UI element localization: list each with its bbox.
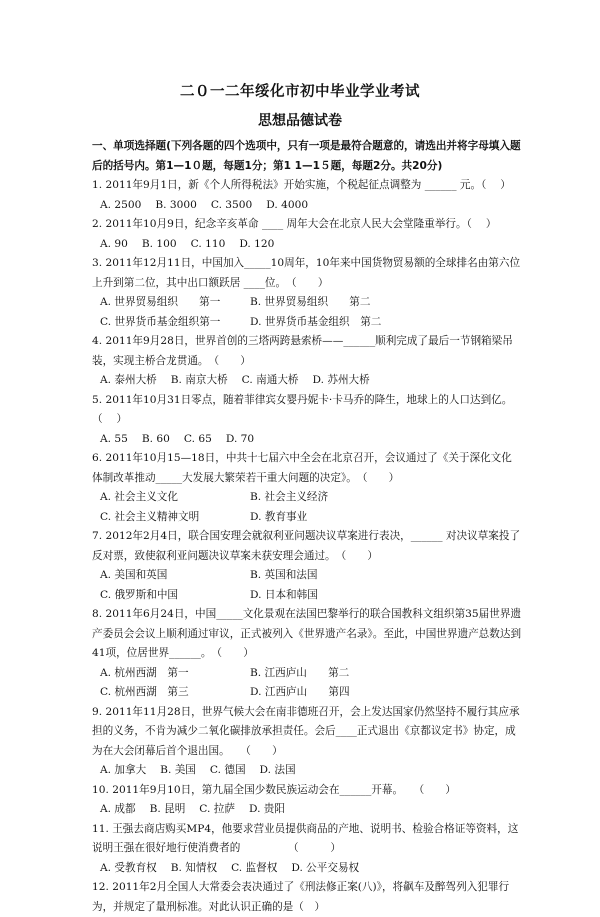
option: D. 苏州大桥: [312, 374, 370, 386]
option: D. 江西庐山 第四: [250, 686, 350, 698]
option: D. 贵阳: [248, 803, 285, 815]
option: B. 社会主义经济: [250, 491, 329, 503]
question-11-options: [92, 859, 522, 879]
option: B. 3000: [155, 198, 197, 211]
question-7: 7. 2012年2月4日，联合国安理会就叙利亚问题决议草案进行表决，______ 对决议草案投了反对票，致使叙利亚问题决议草案未获安理会通过。 （ ）: [92, 530, 521, 562]
question-4: 4. 2011年9月28日，世界首创的三塔两跨悬索桥——______顺利完成了最后一节钢箱梁吊装，实现主桥合龙贯通。 （ ）: [92, 335, 513, 367]
option: A. 成都: [100, 803, 136, 815]
question-9-options: [92, 761, 522, 781]
option: C. 世界货币基金组织第一: [100, 315, 221, 328]
question-6: 6. 2011年10月15—18日，中共十七届六中全会在北京召开，会议通过了《关于深化文化体制改革推动_____大发展大繁荣若干重大问题的决定》。 （ ）: [92, 452, 512, 484]
option: D. 教育事业: [250, 510, 308, 523]
option: B. 南京大桥: [170, 374, 228, 386]
option: A. 90: [100, 237, 128, 250]
question-3-options-row1: [92, 293, 522, 313]
question-6-options-row2: [92, 508, 522, 528]
option: B. 美国: [160, 764, 196, 776]
question-3-options-row2: [92, 313, 522, 333]
option: C. 3500: [210, 198, 253, 211]
option: A. 受教育权: [100, 861, 157, 874]
question-9: 9. 2011年11月28日，世界气候大会在南非德班召开，会上发达国家仍然坚持不履行其应承担的义务，不肯为减少二氧化碳排放承担责任。会后____正式退出《京都议定书》协定，成为在大会闭幕后首个退出国。 （ ）: [92, 705, 520, 757]
section-heading: 一、单项选择题(下列各题的四个选项中，只有一项是最符合题意的，请选出并将字母填入题后的括号内。第1—1０题，每题1分；第1 1—1５题，每题2分。共20分): [92, 140, 521, 172]
question-6-options-row1: [92, 488, 522, 508]
option: D. 日本和韩国: [250, 588, 318, 601]
option: D. 70: [225, 432, 255, 445]
option: B. 知情权: [170, 861, 218, 874]
option: A. 社会主义文化: [100, 491, 178, 503]
option: C. 拉萨: [199, 803, 235, 815]
question-3: 3. 2011年12月11日，中国加入_____10周年，10年来中国货物贸易额的全球排名由第六位上升到第二位，其中出口额跃居 ____位。 （ ）: [92, 257, 521, 289]
option: C. 110: [190, 237, 226, 250]
option: A. 加拿大: [100, 764, 147, 776]
option: C. 南通大桥: [241, 374, 299, 386]
option: B. 60: [141, 432, 170, 445]
option: B. 英国和法国: [250, 569, 318, 581]
question-8: 8. 2011年6月24日，中国_____文化景观在法国巴黎举行的联合国教科文组织第35届世界遗产委员会会议上顺利通过审议，正式被列入《世界遗产名录》。至此，中国世界遗产总数达到41项，位居世界______。 （ ）: [92, 608, 522, 659]
question-1-options: [92, 196, 522, 216]
option: A. 2500: [100, 198, 142, 211]
option: A. 世界贸易组织 第一: [100, 296, 221, 308]
option: A. 美国和英国: [100, 569, 168, 581]
question-8-options-row2: [92, 683, 522, 703]
option: A. 泰州大桥: [100, 374, 157, 386]
question-7-options-row2: [92, 586, 522, 606]
question-8-options-row1: [92, 664, 522, 684]
question-11: 11. 王强去商店购买MP4，他要求营业员提供商品的产地、说明书、检验合格证等资料，这说明王强在很好地行使消费者的 （ ）: [92, 822, 519, 854]
question-5: 5. 2011年10月31日零点，随着菲律宾女婴丹妮卡·卡马乔的降生，地球上的人口达到亿。 （ ）: [92, 393, 518, 425]
exam-subtitle: 思想品德试卷: [258, 113, 342, 129]
question-1: 1. 2011年9月1日，新《个人所得税法》开始实施，个税起征点调整为 ______ 元。（ ）: [92, 179, 511, 191]
option: B. 世界贸易组织 第二: [250, 296, 371, 308]
option: C. 杭州西湖 第三: [100, 686, 189, 698]
option: D. 公平交易权: [291, 861, 360, 874]
question-4-options: [92, 371, 522, 391]
option: D. 法国: [259, 764, 296, 776]
option: C. 65: [183, 432, 212, 445]
question-12: 12. 2011年2月全国人大常委会表决通过了《刑法修正案(八)》，将飙车及醉驾列入犯罪行为，并规定了量刑标准。对此认识正确的是（ ）: [92, 881, 510, 913]
option: B. 江西庐山 第二: [250, 666, 350, 679]
option: D. 120: [239, 237, 275, 250]
exam-title: 二０一二年绥化市初中毕业学业考试: [180, 84, 420, 100]
option: C. 德国: [209, 764, 246, 776]
question-10-options: [92, 800, 522, 820]
option: C. 社会主义精神文明: [100, 510, 200, 523]
option: D. 世界货币基金组织 第二: [250, 315, 382, 328]
question-7-options-row1: [92, 566, 522, 586]
question-10: 10. 2011年9月10日，第九届全国少数民族运动会在______开幕。 （ ）: [92, 783, 457, 796]
question-2-options: [92, 235, 522, 255]
option: A. 55: [100, 432, 128, 445]
exam-body: [92, 137, 522, 917]
option: B. 昆明: [149, 803, 186, 815]
option: C. 俄罗斯和中国: [100, 588, 179, 601]
option: A. 杭州西湖 第一: [100, 666, 189, 679]
option: D. 4000: [266, 198, 309, 211]
question-2: 2. 2011年10月9日，纪念辛亥革命 ____ 周年大会在北京人民大会堂隆重举行。（ ）: [92, 218, 497, 230]
question-5-options: [92, 430, 522, 450]
option: C. 监督权: [231, 861, 278, 874]
option: B. 100: [141, 237, 177, 250]
